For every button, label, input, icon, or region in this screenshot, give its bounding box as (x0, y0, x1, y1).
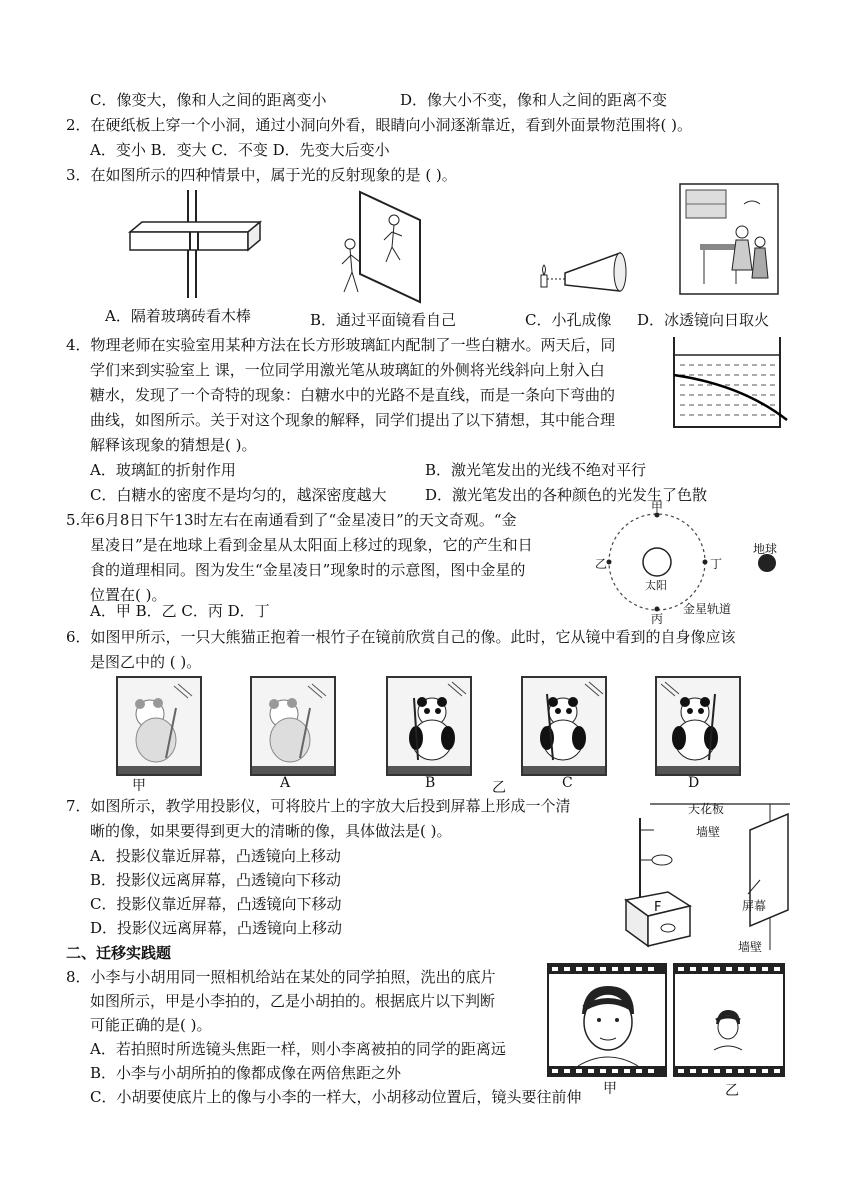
section-2-heading: 二、迁移实践题 (66, 944, 172, 962)
question-5-line-3: 食的道理相同。图为发生“金星凌日”现象时的示意图，图中金星的 (90, 561, 526, 579)
q7-option-b: B．投影仪远离屏幕，凸透镜向下移动 (90, 871, 342, 889)
film-letter: F (654, 900, 662, 915)
label-bing: 丙 (651, 612, 664, 626)
q4-option-d: D．激光笔发出的各种颜色的光发生了色散 (425, 486, 708, 504)
panda-label-d: D (688, 775, 700, 791)
label-ding: 丁 (710, 557, 723, 571)
ice-lens-figure (680, 184, 780, 296)
q3-option-b: B．通过平面镜看自己 (310, 311, 457, 329)
question-6-line-2: 是图乙中的 ( )。 (90, 653, 202, 671)
question-5-line-2: 星凌日”是在地球上看到金星从太阳面上移过的现象，它的产生和日 (90, 536, 533, 554)
question-4-line-3: 糖水，发现了一个奇特的现象：白糖水中的光路不是直线，而是一条向下弯曲的 (90, 386, 616, 404)
question-5-line-4: 位置在( )。 (90, 586, 167, 604)
label-jia: 甲 (651, 500, 664, 514)
question-4-line-2: 学们来到实验室上 课，一位同学用激光笔从玻璃缸的外侧将光线斜向上射入白 (90, 361, 605, 379)
question-2: 2．在硬纸板上穿一个小洞，通过小洞向外看，眼睛向小洞逐渐靠近，看到外面景物范围将( )。 (66, 116, 693, 134)
q7-option-d: D．投影仪远离屏幕，凸透镜向上移动 (90, 919, 343, 937)
film-negatives-figure (548, 964, 788, 1079)
question-2-options: A．变小 B．变大 C．不变 D．先变大后变小 (90, 141, 390, 159)
q1-option-d: D．像大小不变，像和人之间的距离不变 (400, 91, 668, 109)
label-yi: 乙 (595, 557, 608, 571)
q3-option-a: A．隔着玻璃砖看木棒 (105, 307, 251, 325)
label-sun: 太阳 (645, 579, 667, 592)
question-4-line-5: 解释该现象的猜想是( )。 (90, 436, 257, 454)
question-4-line-4: 曲线，如图所示。关于对这个现象的解释，同学们提出了以下猜想，其中能合理 (90, 411, 616, 429)
question-4-line-1: 4．物理老师在实验室用某种方法在长方形玻璃缸内配制了一些白糖水。两天后，同 (66, 336, 616, 354)
question-8-line-1: 8．小李与小胡用同一照相机给站在某处的同学拍照，洗出的底片 (66, 968, 496, 986)
q8-option-b: B．小李与小胡所拍的像都成像在两倍焦距之外 (90, 1064, 402, 1082)
glass-brick-figure (130, 190, 265, 300)
q8-option-a: A．若拍照时所选镜头焦距一样，则小李离被拍的同学的距离远 (90, 1040, 506, 1058)
pinhole-camera-figure (535, 245, 635, 295)
q4-option-b: B．激光笔发出的光线不绝对平行 (425, 461, 647, 479)
q7-option-c: C．投影仪靠近屏幕，凸透镜向下移动 (90, 895, 342, 913)
question-6-line-1: 6．如图甲所示，一只大熊猫正抱着一根竹子在镜前欣赏自己的像。此时，它从镜中看到的自身像应该 (66, 628, 736, 646)
label-venus-orbit: 金星轨道 (683, 602, 732, 616)
q7-option-a: A．投影仪靠近屏幕，凸透镜向上移动 (90, 847, 341, 865)
panda-option-b (386, 676, 472, 776)
label-earth: 地球 (753, 542, 778, 556)
q8-option-c: C．小胡要使底片上的像与小李的一样大，小胡移动位置后，镜头要往前伸 (90, 1088, 582, 1106)
panda-option-d (655, 676, 741, 776)
film-label-yi: 乙 (725, 1083, 739, 1099)
sugar-water-tank-figure (672, 335, 792, 430)
label-wall-bottom: 墙壁 (738, 940, 763, 954)
panda-figure-jia (116, 676, 202, 776)
panda-label-c: C (562, 775, 573, 791)
question-8-line-3: 可能正确的是( )。 (90, 1016, 212, 1034)
panda-label-jia: 甲 (132, 778, 146, 794)
q3-option-c: C．小孔成像 (525, 311, 612, 329)
question-5-line-1: 5.年6月8日下午13时左右在南通看到了“金星凌日”的天文奇观。“金 (66, 511, 517, 529)
question-8-line-2: 如图所示，甲是小李拍的，乙是小胡拍的。根据底片以下判断 (90, 992, 496, 1010)
question-7-line-2: 晰的像，如果要得到更大的清晰的像，具体做法是( )。 (90, 822, 452, 840)
plane-mirror-figure (330, 192, 440, 302)
label-ceiling: 天花板 (688, 802, 725, 816)
question-3: 3．在如图所示的四种情景中，属于光的反射现象的是 ( )。 (66, 166, 457, 184)
q4-option-a: A．玻璃缸的折射作用 (90, 461, 236, 479)
panda-label-a: A (280, 775, 291, 791)
q3-option-d: D．冰透镜向日取火 (637, 311, 770, 329)
q4-option-c: C．白糖水的密度不是均匀的，越深密度越大 (90, 486, 387, 504)
panda-option-a (250, 676, 336, 776)
panda-label-yi: 乙 (492, 780, 506, 796)
panda-label-b: B (425, 775, 436, 791)
question-7-line-1: 7．如图所示，教学用投影仪，可将胶片上的字放大后投到屏幕上形成一个清 (66, 797, 571, 815)
question-5-options: A．甲 B．乙 C．丙 D．丁 (90, 602, 270, 620)
film-label-jia: 甲 (603, 1081, 617, 1097)
q1-option-c: C．像变大，像和人之间的距离变小 (90, 91, 327, 109)
label-wall-top: 墙壁 (696, 825, 721, 839)
label-screen: 屏幕 (742, 899, 767, 913)
panda-option-c (521, 676, 607, 776)
